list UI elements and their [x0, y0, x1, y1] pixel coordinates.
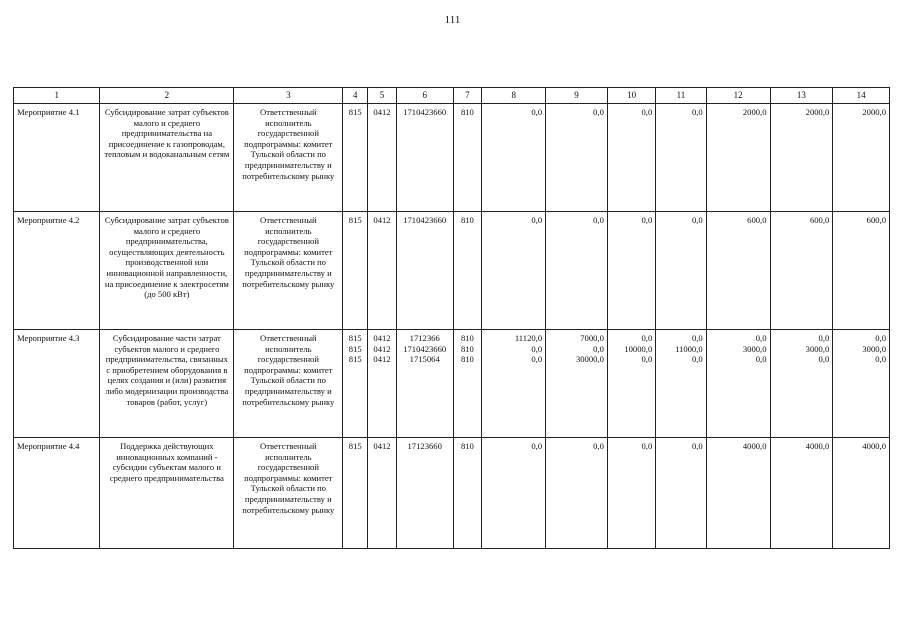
- value-cell-c5: [368, 104, 397, 212]
- header-cell: 13: [770, 88, 833, 104]
- header-cell: 6: [396, 88, 453, 104]
- value: 810: [460, 354, 474, 365]
- value-cell-c4: [343, 330, 368, 438]
- value-cell-c6: [396, 330, 453, 438]
- value-cell-c10: [607, 438, 655, 549]
- value: 815: [348, 354, 362, 365]
- value: 0,0: [641, 333, 653, 343]
- table-row: [14, 104, 890, 212]
- value-cell-c8: [482, 438, 546, 549]
- measure-name: Поддержка действующих инновационных компаний - субсидии субъектам малого и среднего предпринимательства: [100, 438, 234, 549]
- value: 0,0: [875, 354, 886, 365]
- value-cell-c5: [368, 438, 397, 549]
- value: 0,0: [641, 215, 653, 225]
- value-cell-c13: [770, 104, 833, 212]
- value-cell-c14: [833, 438, 890, 549]
- value: 4000,0: [742, 441, 767, 451]
- value: 815: [348, 441, 362, 451]
- value-cell-c9: [546, 212, 608, 330]
- value: 810: [460, 343, 474, 354]
- value: 2000,0: [805, 107, 830, 117]
- value: 2000,0: [742, 107, 767, 117]
- header-cell: 7: [453, 88, 482, 104]
- header-cell: 3: [234, 88, 343, 104]
- value: 0,0: [531, 354, 543, 365]
- value-cell-c5: [368, 212, 397, 330]
- value: 0,0: [593, 107, 604, 117]
- value: 815: [348, 215, 362, 225]
- value-cell-c7: [453, 330, 482, 438]
- value-cell-c4: [343, 212, 368, 330]
- value-cell-c8: [482, 330, 546, 438]
- value: 0,0: [691, 107, 703, 117]
- value: 0,0: [691, 215, 703, 225]
- measure-id: Мероприятие 4.4: [14, 438, 100, 549]
- table-row: [14, 438, 890, 549]
- value: 0412: [373, 343, 391, 354]
- value: 3000,0: [742, 343, 767, 354]
- header-cell: 4: [343, 88, 368, 104]
- value: 1710423660: [403, 215, 447, 225]
- value: 0,0: [691, 354, 703, 365]
- value-cell-c9: [546, 438, 608, 549]
- value-cell-c14: [833, 212, 890, 330]
- value: 1710423660: [403, 107, 447, 117]
- header-cell: 2: [100, 88, 234, 104]
- value-cell-c11: [656, 330, 706, 438]
- value: 0,0: [593, 441, 604, 451]
- budget-table: [13, 87, 890, 549]
- header-cell: 11: [656, 88, 706, 104]
- value: 0,0: [641, 354, 653, 365]
- value: 11000,0: [675, 343, 703, 354]
- value-cell-c13: [770, 438, 833, 549]
- measure-name: Субсидирование затрат субъектов малого и среднего предпринимательства на присоединение к газопроводам, тепловым и водоканальным сетям: [100, 104, 234, 212]
- value-cell-c6: [396, 212, 453, 330]
- measure-id: Мероприятие 4.3: [14, 330, 100, 438]
- value: 0,0: [531, 215, 543, 225]
- value: 810: [460, 441, 474, 451]
- value: 0,0: [691, 441, 703, 451]
- responsible-executor: Ответственный исполнитель государственной подпрограммы: комитет Тульской области по предпринимательству и потребительскому рынку: [234, 104, 343, 212]
- value-cell-c8: [482, 104, 546, 212]
- header-cell: 9: [546, 88, 608, 104]
- measure-id: Мероприятие 4.1: [14, 104, 100, 212]
- table-row: [14, 212, 890, 330]
- value: 0,0: [818, 354, 830, 365]
- value: 11120,0: [514, 333, 543, 343]
- value-cell-c11: [656, 104, 706, 212]
- header-cell: 14: [833, 88, 890, 104]
- value-cell-c9: [546, 330, 608, 438]
- value-cell-c7: [453, 104, 482, 212]
- value: 0412: [373, 333, 391, 343]
- value-cell-c6: [396, 438, 453, 549]
- value-cell-c11: [656, 438, 706, 549]
- value: 3000,0: [862, 343, 886, 354]
- value: 810: [460, 333, 474, 343]
- value: 0,0: [593, 343, 604, 354]
- value: 815: [348, 333, 362, 343]
- value-cell-c10: [607, 104, 655, 212]
- value: 600,0: [747, 215, 767, 225]
- value: 815: [348, 107, 362, 117]
- value: 810: [460, 107, 474, 117]
- value: 600,0: [866, 215, 886, 225]
- responsible-executor: Ответственный исполнитель государственной подпрограммы: комитет Тульской области по предпринимательству и потребительскому рынку: [234, 438, 343, 549]
- value: 0,0: [875, 333, 886, 343]
- value-cell-c10: [607, 330, 655, 438]
- value-cell-c12: [706, 330, 770, 438]
- value-cell-c8: [482, 212, 546, 330]
- value: 0,0: [755, 354, 767, 365]
- value-cell-c4: [343, 104, 368, 212]
- value-cell-c11: [656, 212, 706, 330]
- header-cell: 10: [607, 88, 655, 104]
- value: 0,0: [531, 441, 543, 451]
- value: 600,0: [809, 215, 830, 225]
- table-row: [14, 330, 890, 438]
- value: 0,0: [531, 343, 543, 354]
- value: 0,0: [641, 441, 653, 451]
- value-cell-c7: [453, 212, 482, 330]
- value-cell-c14: [833, 104, 890, 212]
- value-cell-c12: [706, 212, 770, 330]
- value-cell-c13: [770, 212, 833, 330]
- header-row: [14, 88, 890, 104]
- responsible-executor: Ответственный исполнитель государственной подпрограммы: комитет Тульской области по предпринимательству и потребительскому рынку: [234, 330, 343, 438]
- value: 0,0: [641, 107, 653, 117]
- measure-id: Мероприятие 4.2: [14, 212, 100, 330]
- value: 0,0: [755, 333, 767, 343]
- value: 30000,0: [575, 354, 604, 365]
- responsible-executor: Ответственный исполнитель государственной подпрограммы: комитет Тульской области по предпринимательству и потребительскому рынку: [234, 212, 343, 330]
- value-cell-c6: [396, 104, 453, 212]
- value: 1712366: [409, 333, 440, 343]
- value-cell-c13: [770, 330, 833, 438]
- value: 0,0: [531, 107, 543, 117]
- header-cell: 1: [14, 88, 100, 104]
- value: 4000,0: [805, 441, 830, 451]
- value-cell-c5: [368, 330, 397, 438]
- value-cell-c4: [343, 438, 368, 549]
- measure-name: Субсидирование затрат субъектов малого и среднего предпринимательства, осуществляющих деятельность производственной или инновационной направленности, на присоединение к электросетям (до 500 кВт): [100, 212, 234, 330]
- value: 2000,0: [862, 107, 886, 117]
- value: 0412: [373, 107, 391, 117]
- value: 1715064: [409, 354, 440, 365]
- value: 0,0: [691, 333, 703, 343]
- page-number: 111: [444, 14, 461, 26]
- value: 17123660: [407, 441, 442, 451]
- value-cell-c12: [706, 438, 770, 549]
- value: 0,0: [593, 215, 604, 225]
- header-cell: 12: [706, 88, 770, 104]
- header-cell: 5: [368, 88, 397, 104]
- value: 0,0: [818, 333, 830, 343]
- value: 7000,0: [580, 333, 604, 343]
- value: 0412: [373, 215, 391, 225]
- value: 810: [460, 215, 474, 225]
- measure-name: Субсидирование части затрат субъектов малого и среднего предпринимательства, связанных с приобретением оборудования в целях создания и (или) развития либо модернизации производства товаров (работ, услуг): [100, 330, 234, 438]
- value-cell-c14: [833, 330, 890, 438]
- table-body: [14, 88, 890, 549]
- value: 0412: [373, 441, 391, 451]
- value-cell-c10: [607, 212, 655, 330]
- value-cell-c7: [453, 438, 482, 549]
- value: 1710423660: [403, 343, 447, 354]
- value: 815: [348, 343, 362, 354]
- value: 0412: [373, 354, 391, 365]
- value: 4000,0: [862, 441, 886, 451]
- value: 10000,0: [624, 343, 653, 354]
- header-cell: 8: [482, 88, 546, 104]
- value-cell-c9: [546, 104, 608, 212]
- value: 3000,0: [805, 343, 830, 354]
- value-cell-c12: [706, 104, 770, 212]
